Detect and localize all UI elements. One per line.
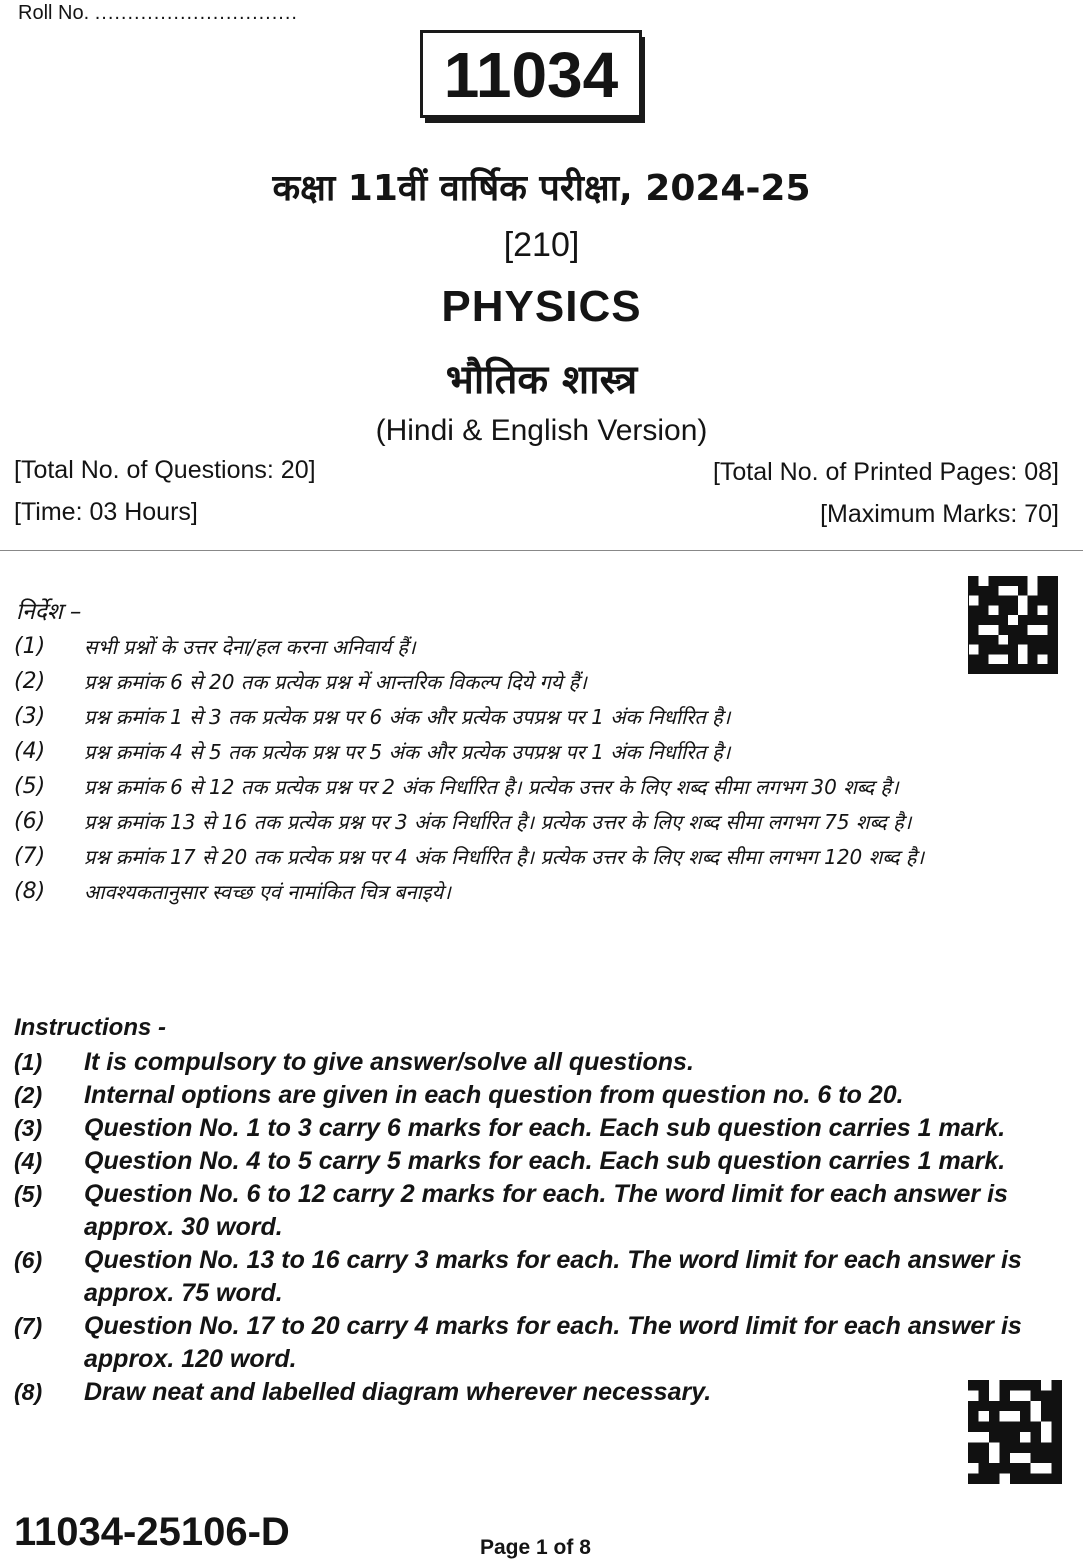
list-item: (1) सभी प्रश्नों के उत्तर देना/हल करना अनिवार्य हैं। xyxy=(14,634,416,659)
hindi-instructions-list xyxy=(14,630,1064,910)
class-line: कक्षा 11वीं वार्षिक परीक्षा, 2024-25 xyxy=(272,168,811,209)
list-item: (4) Question No. 4 to 5 carry 5 marks for each. Each sub question carries 1 mark. xyxy=(14,1147,1006,1175)
list-item: (5) Question No. 6 to 12 carry 2 marks for each. The word limit for each answer is approx. 30 word. xyxy=(14,1180,1008,1241)
printed-pages: [Total No. of Printed Pages: 08] xyxy=(712,458,1059,486)
list-item: (2) Internal options are given in each question from question no. 6 to 20. xyxy=(14,1081,904,1109)
hindi-instructions-heading: निर्देश – xyxy=(16,599,82,625)
subject-code: [210] xyxy=(503,226,580,264)
roll-label: Roll No. xyxy=(18,2,90,24)
list-item: (4) प्रश्न क्रमांक 4 से 5 तक प्रत्येक प्रश्न पर 5 अंक और प्रत्येक उपप्रश्न पर 1 अंक निर्धारित है। xyxy=(14,739,731,764)
english-instructions-list xyxy=(14,1046,1066,1409)
list-item: (2) प्रश्न क्रमांक 6 से 20 तक प्रत्येक प्रश्न में आन्तरिक विकल्प दिये गये हैं। xyxy=(14,669,587,694)
list-item: (3) Question No. 1 to 3 carry 6 marks for each. Each sub question carries 1 mark. xyxy=(14,1114,1006,1142)
page-number: Page 1 of 8 xyxy=(480,1536,591,1559)
list-item: (8) आवश्यकतानुसार स्वच्छ एवं नामांकित चित्र बनाइये। xyxy=(14,879,451,904)
paper-id: 11034-25106-D xyxy=(14,1510,290,1554)
english-instructions-heading: Instructions - xyxy=(14,1014,167,1041)
qr-code-bottom xyxy=(968,1380,1062,1484)
subject-title-english: PHYSICS xyxy=(441,282,642,331)
list-item: (6) प्रश्न क्रमांक 13 से 16 तक प्रत्येक प्रश्न पर 3 अंक निर्धारित है। प्रत्येक उत्तर के लिए शब्द सीमा लगभग 75 शब्द है। xyxy=(14,809,912,834)
roll-number-field xyxy=(18,2,298,25)
list-item: (8) Draw neat and labelled diagram wherever necessary. xyxy=(14,1378,712,1406)
list-item: (7) प्रश्न क्रमांक 17 से 20 तक प्रत्येक प्रश्न पर 4 अंक निर्धारित है। प्रत्येक उत्तर के लिए शब्द सीमा लगभग 120 शब्द है। xyxy=(14,844,925,869)
list-item: (1) It is compulsory to give answer/solve all questions. xyxy=(14,1048,694,1076)
paper-code-box: 11034 xyxy=(420,30,642,118)
list-item: (7) Question No. 17 to 20 carry 4 marks for each. The word limit for each answer is approx. 120 word. xyxy=(14,1312,1022,1373)
list-item: (3) प्रश्न क्रमांक 1 से 3 तक प्रत्येक प्रश्न पर 6 अंक और प्रत्येक उपप्रश्न पर 1 अंक निर्धारित है। xyxy=(14,704,731,729)
divider xyxy=(0,550,1083,551)
total-questions: [Total No. of Questions: 20] xyxy=(14,456,316,484)
roll-dots: ............................... xyxy=(94,2,298,24)
maximum-marks: [Maximum Marks: 70] xyxy=(820,500,1059,528)
version-note: (Hindi & English Version) xyxy=(375,414,708,447)
list-item: (5) प्रश्न क्रमांक 6 से 12 तक प्रत्येक प्रश्न पर 2 अंक निर्धारित है। प्रत्येक उत्तर के लिए शब्द सीमा लगभग 30 शब्द है। xyxy=(14,774,899,799)
list-item: (6) Question No. 13 to 16 carry 3 marks for each. The word limit for each answer is approx. 75 word. xyxy=(14,1246,1022,1307)
exam-time: [Time: 03 Hours] xyxy=(14,498,198,526)
subject-title-hindi: भौतिक शास्त्र xyxy=(445,357,638,403)
